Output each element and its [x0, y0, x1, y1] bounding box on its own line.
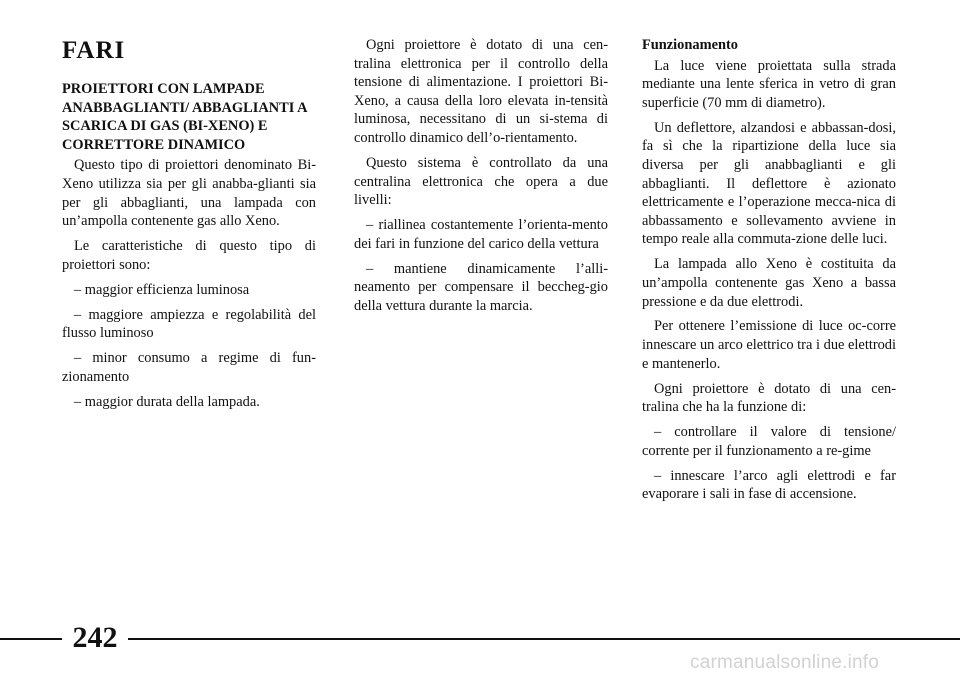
- paragraph: Ogni proiettore è dotato di una cen-tralina elettronica per il controllo della tensione di alimentazione. I proiettori Bi-Xeno, a causa della loro elevata in-tensità luminosa, necessitano di un si-stema di controllo dinamico dell’o-rientamento.: [354, 37, 608, 146]
- right-column: [642, 36, 896, 510]
- list-item: – controllare il valore di tensione/ corrente per il funzionamento a re-gime: [642, 424, 896, 459]
- watermark: carmanualsonline.info: [690, 652, 880, 673]
- paragraph: La lampada allo Xeno è costituita da un’ampolla contenente gas Xeno a bassa pressione e da due elettrodi.: [642, 256, 896, 310]
- subsection-title: PROIETTORI CON LAMPADE ANABBAGLIANTI/ ABBAGLIANTI A SCARICA DI GAS (BI-XENO) E CORRETTORE DINAMICO: [62, 81, 307, 153]
- left-column: [62, 36, 316, 418]
- footer-rule-left: [0, 638, 62, 640]
- functioning-heading: Funzionamento: [642, 37, 738, 53]
- list-item: – maggior durata della lampada.: [74, 393, 260, 410]
- paragraph: La luce viene proiettata sulla strada mediante una lente sferica in vetro di gran superficie (70 mm di diametro).: [642, 57, 896, 111]
- list-item: – riallinea costantemente l’orienta-mento dei fari in funzione del carico della vettura: [354, 217, 608, 252]
- list-item: – maggior efficienza luminosa: [74, 281, 250, 298]
- list-item: – innescare l’arco agli elettrodi e far evaporare i sali in fase di accensione.: [642, 467, 896, 503]
- list-item: – maggiore ampiezza e regolabilità del flusso luminoso: [62, 306, 316, 342]
- page-number: 242: [72, 621, 118, 654]
- list-item: – minor consumo a regime di fun-zionamento: [62, 350, 316, 385]
- paragraph: Questo sistema è controllato da una centralina elettronica che opera a due livelli:: [354, 154, 608, 209]
- section-title: FARI: [62, 37, 126, 64]
- middle-column: [354, 36, 608, 322]
- paragraph: Ogni proiettore è dotato di una cen-tralina che ha la funzione di:: [642, 380, 896, 416]
- paragraph: Un deflettore, alzandosi e abbassan-dosi, fa sì che la ripartizione della luce sia diversa per gli anabbaglianti e gli abbaglianti. Il deflettore è azionato elettricamente e l’operazione mecca-nica di abbassamento e sollevamento avviene in tempo reale alla commuta-zione delle luci.: [642, 119, 896, 248]
- paragraph: Le caratteristiche di questo tipo di proiettori sono:: [62, 238, 316, 273]
- paragraph: Questo tipo di proiettori denominato Bi-Xeno utilizza sia per gli anabba-glianti sia per gli abbaglianti, una lampada con un’ampolla contenente gas allo Xeno.: [62, 157, 316, 230]
- list-item: – mantiene dinamicamente l’alli-neamento per compensare il beccheg-gio della vettura durante la marcia.: [354, 260, 608, 314]
- footer-rule-right: [128, 638, 960, 640]
- paragraph: Per ottenere l’emissione di luce oc-corre innescare un arco elettrico tra i due elettrodi e mantenerlo.: [642, 318, 896, 372]
